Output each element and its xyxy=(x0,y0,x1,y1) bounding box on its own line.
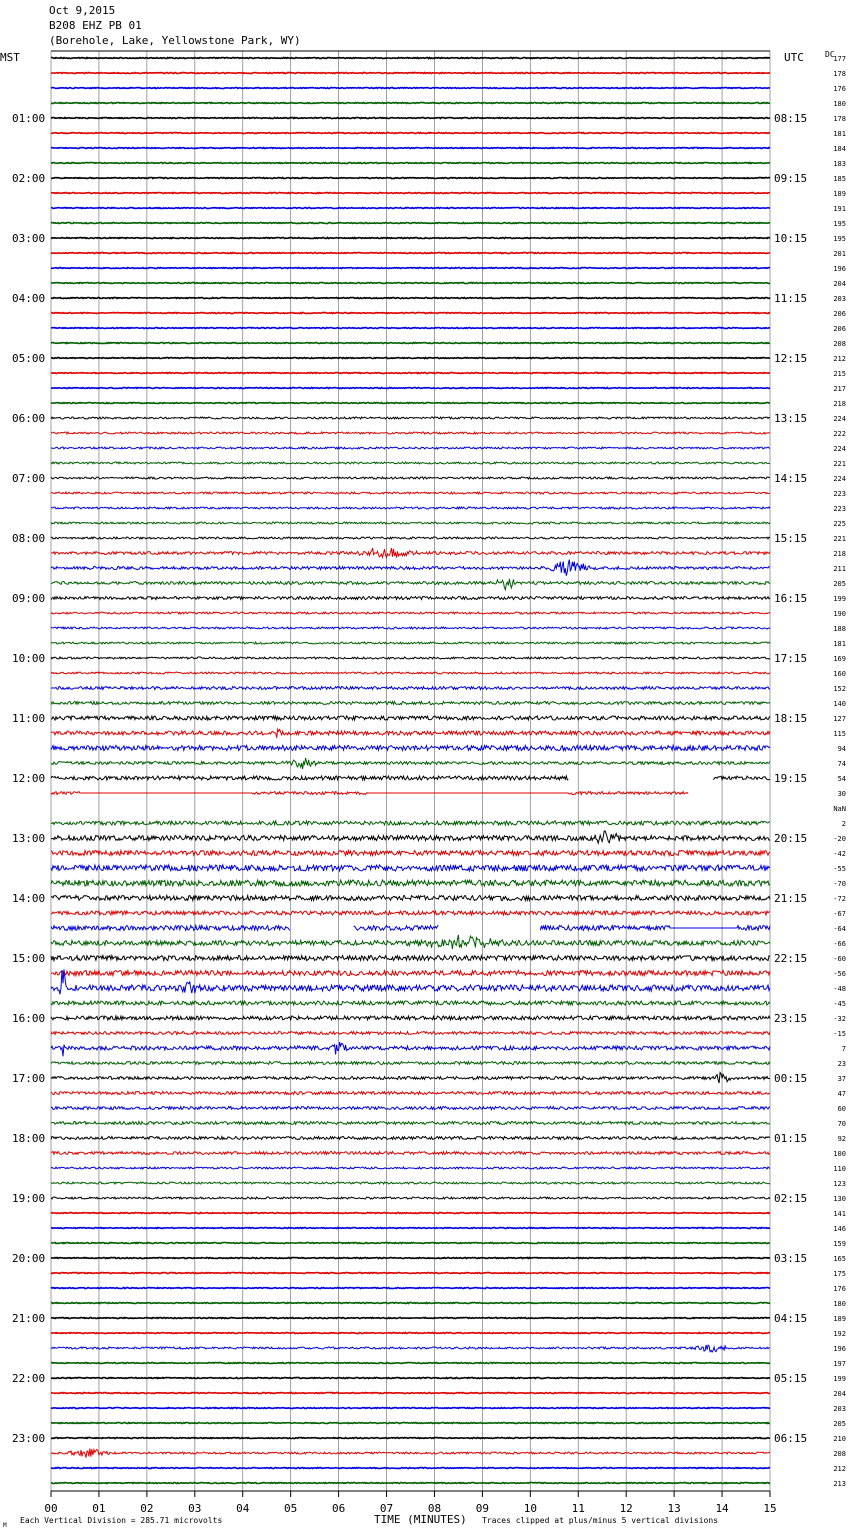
clip-note: Traces clipped at plus/minus 5 vertical divisions xyxy=(482,1516,719,1525)
x-tick-label: 11 xyxy=(571,1502,585,1515)
dc-offset-label: -72 xyxy=(833,895,846,903)
mst-hour-label: 10:00 xyxy=(12,652,46,665)
corner-mark: M xyxy=(3,1522,7,1529)
mst-hour-label: 15:00 xyxy=(12,952,46,965)
utc-hour-label: 19:15 xyxy=(774,772,808,785)
dc-offset-label: -70 xyxy=(833,880,846,888)
trace-line xyxy=(51,1092,770,1095)
dc-offset-label: 208 xyxy=(833,1450,846,1458)
dc-offset-label: 221 xyxy=(833,460,846,468)
utc-hour-label: 23:15 xyxy=(774,1012,808,1025)
trace-line xyxy=(51,447,770,449)
trace-line xyxy=(51,1197,770,1199)
dc-offset-label: 218 xyxy=(833,550,846,558)
utc-hour-label: 10:15 xyxy=(774,232,808,245)
dc-offset-label: 199 xyxy=(833,595,846,603)
dc-offset-label: -55 xyxy=(833,865,846,873)
trace-line xyxy=(51,880,770,886)
trace-line xyxy=(51,462,770,464)
trace-line xyxy=(51,1333,770,1334)
trace-line xyxy=(51,935,770,949)
trace-line xyxy=(51,1016,770,1020)
trace-line xyxy=(51,103,770,104)
trace-line xyxy=(51,268,770,269)
dc-offset-label: -64 xyxy=(833,925,846,933)
trace-line xyxy=(51,417,770,419)
mst-hour-label: 21:00 xyxy=(12,1312,46,1325)
record-date: Oct 9,2015 xyxy=(49,4,116,17)
x-tick-label: 14 xyxy=(715,1502,729,1515)
dc-offset-label: 211 xyxy=(833,565,846,573)
dc-offset-label: 208 xyxy=(833,340,846,348)
dc-offset-label: -60 xyxy=(833,955,846,963)
trace-line xyxy=(51,702,770,705)
mst-hour-label: 02:00 xyxy=(12,172,46,185)
trace-line xyxy=(51,88,770,89)
trace-line xyxy=(51,1288,770,1289)
trace-group xyxy=(51,58,770,1484)
dc-offset-label: 190 xyxy=(833,610,846,618)
division-note: Each Vertical Division = 285.71 microvolts xyxy=(20,1516,223,1525)
dc-offset-label: 204 xyxy=(833,280,846,288)
dc-offset-label: 2 xyxy=(841,820,846,828)
trace-line xyxy=(51,821,770,825)
dc-offset-label: 169 xyxy=(833,655,846,663)
dc-offset-label: 218 xyxy=(833,400,846,408)
dc-offset-label: 224 xyxy=(833,415,846,423)
dc-offset-label: -15 xyxy=(833,1030,846,1038)
trace-line xyxy=(51,1408,770,1409)
dc-offset-label: 184 xyxy=(833,145,846,153)
utc-hour-label: 00:15 xyxy=(774,1072,808,1085)
dc-offset-label: 94 xyxy=(837,745,846,753)
trace-line xyxy=(51,1468,770,1469)
dc-offset-label: 180 xyxy=(833,1300,846,1308)
dc-offset-label: 221 xyxy=(833,535,846,543)
utc-hour-label: 06:15 xyxy=(774,1432,808,1445)
dc-offset-label: 7 xyxy=(841,1045,846,1053)
trace-line xyxy=(51,358,770,359)
trace-line xyxy=(51,851,770,856)
dc-offset-label: 74 xyxy=(837,760,846,768)
mst-hour-label: 18:00 xyxy=(12,1132,46,1145)
dc-offset-label: 205 xyxy=(833,1420,846,1428)
utc-hour-label: 11:15 xyxy=(774,292,808,305)
utc-hour-labels xyxy=(774,112,807,1445)
x-tick-label: 13 xyxy=(667,1502,681,1515)
trace-line xyxy=(51,118,770,119)
dc-offset-label: 223 xyxy=(833,490,846,498)
mst-hour-label: 11:00 xyxy=(12,712,46,725)
x-tick-label: 05 xyxy=(284,1502,298,1515)
mst-hour-label: 03:00 xyxy=(12,232,46,245)
trace-line xyxy=(51,403,770,404)
trace-line xyxy=(51,1107,770,1110)
dc-offset-label: 224 xyxy=(833,475,846,483)
mst-hour-labels xyxy=(12,112,45,1445)
dc-offset-label: 178 xyxy=(833,70,846,78)
dc-offset-label: 23 xyxy=(837,1060,846,1068)
dc-offset-label: 203 xyxy=(833,295,846,303)
dc-offset-label: NaN xyxy=(833,805,846,813)
utc-hour-label: 04:15 xyxy=(774,1312,808,1325)
dc-offset-label: 110 xyxy=(833,1165,846,1173)
mst-hour-label: 23:00 xyxy=(12,1432,46,1445)
mst-hour-label: 08:00 xyxy=(12,532,46,545)
dc-offset-label: 159 xyxy=(833,1240,846,1248)
dc-offset-label: 92 xyxy=(837,1135,846,1143)
trace-line xyxy=(51,560,770,576)
x-tick-label: 03 xyxy=(188,1502,202,1515)
dc-offset-label: 223 xyxy=(833,505,846,513)
trace-line xyxy=(51,1062,770,1065)
dc-offset-label: 100 xyxy=(833,1150,846,1158)
dc-offset-label: 191 xyxy=(833,205,846,213)
trace-line xyxy=(51,313,770,314)
x-axis-title: TIME (MINUTES) xyxy=(374,1513,467,1526)
mst-hour-label: 01:00 xyxy=(12,112,46,125)
trace-line xyxy=(51,178,770,179)
dc-offset-label: 196 xyxy=(833,1345,846,1353)
dc-offset-label: 225 xyxy=(833,520,846,528)
dc-offset-label: 140 xyxy=(833,700,846,708)
dc-offset-label: 212 xyxy=(833,1465,846,1473)
trace-line xyxy=(51,911,770,915)
trace-line xyxy=(51,328,770,329)
trace-line xyxy=(51,1378,770,1379)
mst-hour-label: 17:00 xyxy=(12,1072,46,1085)
utc-hour-label: 21:15 xyxy=(774,892,808,905)
x-tick-label: 12 xyxy=(619,1502,633,1515)
trace-line xyxy=(51,1073,770,1084)
dc-offset-label: 205 xyxy=(833,580,846,588)
utc-hour-label: 13:15 xyxy=(774,412,808,425)
dc-offset-label: 215 xyxy=(833,370,846,378)
dc-offset-label: 70 xyxy=(837,1120,846,1128)
station-location: (Borehole, Lake, Yellowstone Park, WY) xyxy=(49,34,301,47)
dc-offset-label: 165 xyxy=(833,1255,846,1263)
trace-line xyxy=(51,1137,770,1140)
trace-line xyxy=(51,776,770,780)
mst-hour-label: 07:00 xyxy=(12,472,46,485)
trace-line xyxy=(51,642,770,644)
trace-line xyxy=(51,373,770,374)
mst-hour-label: 20:00 xyxy=(12,1252,46,1265)
utc-hour-label: 03:15 xyxy=(774,1252,808,1265)
utc-hour-label: 01:15 xyxy=(774,1132,808,1145)
mst-hour-label: 12:00 xyxy=(12,772,46,785)
dc-offset-label: 188 xyxy=(833,625,846,633)
dc-offset-label: 189 xyxy=(833,190,846,198)
x-tick-label: 04 xyxy=(236,1502,250,1515)
dc-offset-label: 204 xyxy=(833,1390,846,1398)
trace-line xyxy=(51,1393,770,1394)
dc-offset-label: 47 xyxy=(837,1090,846,1098)
trace-line xyxy=(51,253,770,254)
trace-line xyxy=(51,865,770,871)
dc-offset-label: 199 xyxy=(833,1375,846,1383)
trace-line xyxy=(51,537,770,539)
utc-hour-label: 14:15 xyxy=(774,472,808,485)
trace-line xyxy=(51,627,770,629)
trace-line xyxy=(51,73,770,74)
mst-hour-label: 05:00 xyxy=(12,352,46,365)
dc-offset-label: -20 xyxy=(833,835,846,843)
dc-offset-label: 160 xyxy=(833,670,846,678)
dc-offset-label: 115 xyxy=(833,730,846,738)
dc-offset-label: 30 xyxy=(837,790,846,798)
trace-line xyxy=(51,432,770,434)
dc-offset-label: 206 xyxy=(833,310,846,318)
trace-line xyxy=(51,1122,770,1125)
dc-offset-label: 60 xyxy=(837,1105,846,1113)
dc-offset-label: 222 xyxy=(833,430,846,438)
trace-line xyxy=(51,238,770,239)
trace-line xyxy=(51,1345,770,1352)
trace-line xyxy=(51,298,770,299)
trace-line xyxy=(51,193,770,194)
dc-offset-label: 195 xyxy=(833,235,846,243)
dc-offset-label: 192 xyxy=(833,1330,846,1338)
trace-line xyxy=(51,729,770,738)
dc-offset-label: 130 xyxy=(833,1195,846,1203)
dc-offset-label: 37 xyxy=(837,1075,846,1083)
x-tick-label: 06 xyxy=(331,1502,346,1515)
dc-offset-label: 201 xyxy=(833,250,846,258)
dc-offset-label: -48 xyxy=(833,985,846,993)
trace-line xyxy=(51,1001,770,1005)
trace-line xyxy=(51,896,770,901)
trace-line xyxy=(51,477,770,479)
left-timezone-label: MST xyxy=(0,51,20,64)
trace-line xyxy=(51,579,770,590)
dc-offset-label: 146 xyxy=(833,1225,846,1233)
dc-offset-label: -32 xyxy=(833,1015,846,1023)
trace-line xyxy=(51,1042,770,1056)
dc-offset-label: 127 xyxy=(833,715,846,723)
trace-line xyxy=(51,1483,770,1484)
dc-offset-label: 206 xyxy=(833,325,846,333)
trace-line xyxy=(51,1449,770,1458)
trace-line xyxy=(51,1438,770,1439)
utc-hour-label: 15:15 xyxy=(774,532,808,545)
trace-line xyxy=(51,1363,770,1364)
trace-line xyxy=(51,388,770,389)
dc-offset-label: 195 xyxy=(833,220,846,228)
station-code: B208 EHZ PB 01 xyxy=(49,19,142,32)
trace-line xyxy=(51,548,770,558)
utc-hour-label: 12:15 xyxy=(774,352,808,365)
x-tick-label: 01 xyxy=(92,1502,106,1515)
dc-offset-label: 196 xyxy=(833,265,846,273)
trace-line xyxy=(51,1273,770,1274)
dc-offset-label: 152 xyxy=(833,685,846,693)
dc-offset-label: 180 xyxy=(833,100,846,108)
trace-line xyxy=(51,1258,770,1259)
utc-hour-label: 16:15 xyxy=(774,592,808,605)
x-tick-label: 15 xyxy=(763,1502,777,1515)
dc-offset-label: 123 xyxy=(833,1180,846,1188)
dc-offset-label: 213 xyxy=(833,1480,846,1488)
trace-line xyxy=(51,1152,770,1155)
x-tick-label: 08 xyxy=(427,1502,442,1515)
trace-line xyxy=(51,1243,770,1244)
utc-hour-label: 05:15 xyxy=(774,1372,808,1385)
trace-line xyxy=(51,1213,770,1214)
trace-line xyxy=(51,687,770,690)
dc-offset-label: 176 xyxy=(833,85,846,93)
trace-line xyxy=(51,1032,770,1035)
utc-hour-label: 08:15 xyxy=(774,112,808,125)
dc-offset-label: -66 xyxy=(833,940,846,948)
trace-line xyxy=(51,208,770,209)
trace-line xyxy=(51,746,770,751)
dc-offset-label: 141 xyxy=(833,1210,846,1218)
dc-offset-label: 197 xyxy=(833,1360,846,1368)
trace-line xyxy=(51,1303,770,1304)
mst-hour-label: 04:00 xyxy=(12,292,46,305)
mst-hour-label: 16:00 xyxy=(12,1012,46,1025)
trace-line xyxy=(51,133,770,134)
dc-offset-labels xyxy=(833,55,846,1488)
trace-line xyxy=(51,1182,770,1184)
x-tick-label: 09 xyxy=(475,1502,490,1515)
dc-offset-label: 181 xyxy=(833,130,846,138)
dc-offset-label: -67 xyxy=(833,910,846,918)
trace-line xyxy=(51,492,770,494)
utc-hour-label: 17:15 xyxy=(774,652,808,665)
dc-offset-label: 175 xyxy=(833,1270,846,1278)
trace-line xyxy=(51,1318,770,1319)
mst-hour-label: 22:00 xyxy=(12,1372,46,1385)
trace-line xyxy=(51,672,770,674)
dc-offset-label: 183 xyxy=(833,160,846,168)
trace-line xyxy=(51,758,770,769)
trace-line xyxy=(51,956,770,961)
dc-offset-label: 54 xyxy=(837,775,846,783)
trace-line xyxy=(51,716,770,720)
trace-line xyxy=(51,1167,770,1169)
trace-line xyxy=(51,657,770,659)
utc-hour-label: 22:15 xyxy=(774,952,808,965)
x-tick-label: 07 xyxy=(379,1502,394,1515)
dc-offset-label: 210 xyxy=(833,1435,846,1443)
utc-hour-label: 02:15 xyxy=(774,1192,808,1205)
x-axis-ticks xyxy=(44,1491,776,1515)
dc-offset-label: 181 xyxy=(833,640,846,648)
right-timezone-label: UTC xyxy=(784,51,804,64)
trace-line xyxy=(51,831,770,843)
trace-line xyxy=(51,522,770,524)
trace-line xyxy=(51,1423,770,1424)
mst-hour-label: 09:00 xyxy=(12,592,46,605)
x-tick-label: 02 xyxy=(140,1502,154,1515)
trace-line xyxy=(51,223,770,224)
dc-offset-label: 212 xyxy=(833,355,846,363)
x-tick-label: 00 xyxy=(44,1502,58,1515)
trace-line xyxy=(51,343,770,344)
trace-line xyxy=(51,58,770,59)
trace-line xyxy=(51,148,770,149)
trace-line xyxy=(51,1228,770,1229)
dc-offset-label: 177 xyxy=(833,55,846,63)
dc-offset-label: -56 xyxy=(833,970,846,978)
dc-offset-label: 203 xyxy=(833,1405,846,1413)
mst-hour-label: 06:00 xyxy=(12,412,46,425)
trace-line xyxy=(51,926,770,931)
dc-offset-label: -42 xyxy=(833,850,846,858)
dc-offset-label: 176 xyxy=(833,1285,846,1293)
mst-hour-label: 14:00 xyxy=(12,892,46,905)
trace-line xyxy=(51,283,770,284)
trace-line xyxy=(51,971,770,976)
dc-offset-label: 189 xyxy=(833,1315,846,1323)
utc-hour-label: 09:15 xyxy=(774,172,808,185)
dc-offset-label: 185 xyxy=(833,175,846,183)
mst-hour-label: 13:00 xyxy=(12,832,46,845)
trace-line xyxy=(51,507,770,509)
dc-column-label: DC xyxy=(825,50,835,59)
trace-line xyxy=(51,612,770,614)
utc-hour-label: 18:15 xyxy=(774,712,808,725)
trace-line xyxy=(51,163,770,164)
dc-offset-label: 178 xyxy=(833,115,846,123)
dc-offset-label: 224 xyxy=(833,445,846,453)
trace-line xyxy=(51,597,770,600)
dc-offset-label: 217 xyxy=(833,385,846,393)
x-tick-label: 10 xyxy=(523,1502,537,1515)
utc-hour-label: 20:15 xyxy=(774,832,808,845)
mst-hour-label: 19:00 xyxy=(12,1192,46,1205)
dc-offset-label: -45 xyxy=(833,1000,846,1008)
